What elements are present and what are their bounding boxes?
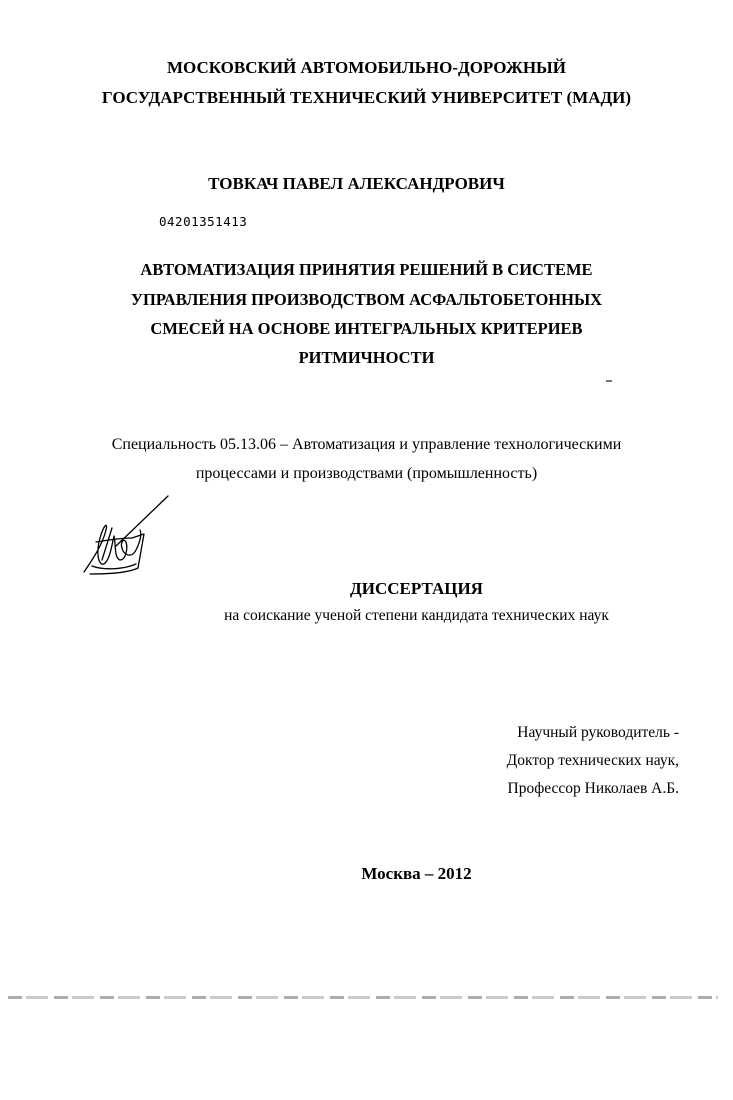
university-name-line-1: МОСКОВСКИЙ АВТОМОБИЛЬНО-ДОРОЖНЫЙ bbox=[167, 58, 566, 77]
specialty-line-2: процессами и производствами (промышленность) bbox=[195, 465, 538, 482]
supervisor-name: Профессор Николаев А.Б. bbox=[507, 780, 679, 797]
author-name: ТОВКАЧ ПАВЕЛ АЛЕКСАНДРОВИЧ bbox=[208, 174, 505, 193]
scan-speck bbox=[606, 380, 612, 382]
title-line-4: РИТМИЧНОСТИ bbox=[298, 348, 435, 367]
title-line-1: АВТОМАТИЗАЦИЯ ПРИНЯТИЯ РЕШЕНИЙ В СИСТЕМЕ bbox=[140, 260, 593, 279]
degree-sought: на соискание ученой степени кандидата технических наук bbox=[224, 607, 609, 624]
scan-artifact-line bbox=[8, 996, 718, 999]
title-line-3: СМЕСЕЙ НА ОСНОВЕ ИНТЕГРАЛЬНЫХ КРИТЕРИЕВ bbox=[150, 319, 583, 338]
registration-code: 04201351413 bbox=[159, 214, 248, 229]
supervisor-role: Научный руководитель - bbox=[517, 724, 679, 741]
specialty-line-1: Специальность 05.13.06 – Автоматизация и управление технологическими bbox=[111, 436, 622, 453]
city-year: Москва – 2012 bbox=[361, 864, 472, 883]
university-name-line-2: ГОСУДАРСТВЕННЫЙ ТЕХНИЧЕСКИЙ УНИВЕРСИТЕТ (МАДИ) bbox=[101, 88, 632, 107]
document-type: ДИССЕРТАЦИЯ bbox=[350, 579, 483, 598]
title-line-2: УПРАВЛЕНИЯ ПРОИЗВОДСТВОМ АСФАЛЬТОБЕТОННЫХ bbox=[130, 290, 603, 309]
supervisor-degree: Доктор технических наук, bbox=[506, 752, 679, 769]
handwritten-signature bbox=[82, 494, 172, 578]
